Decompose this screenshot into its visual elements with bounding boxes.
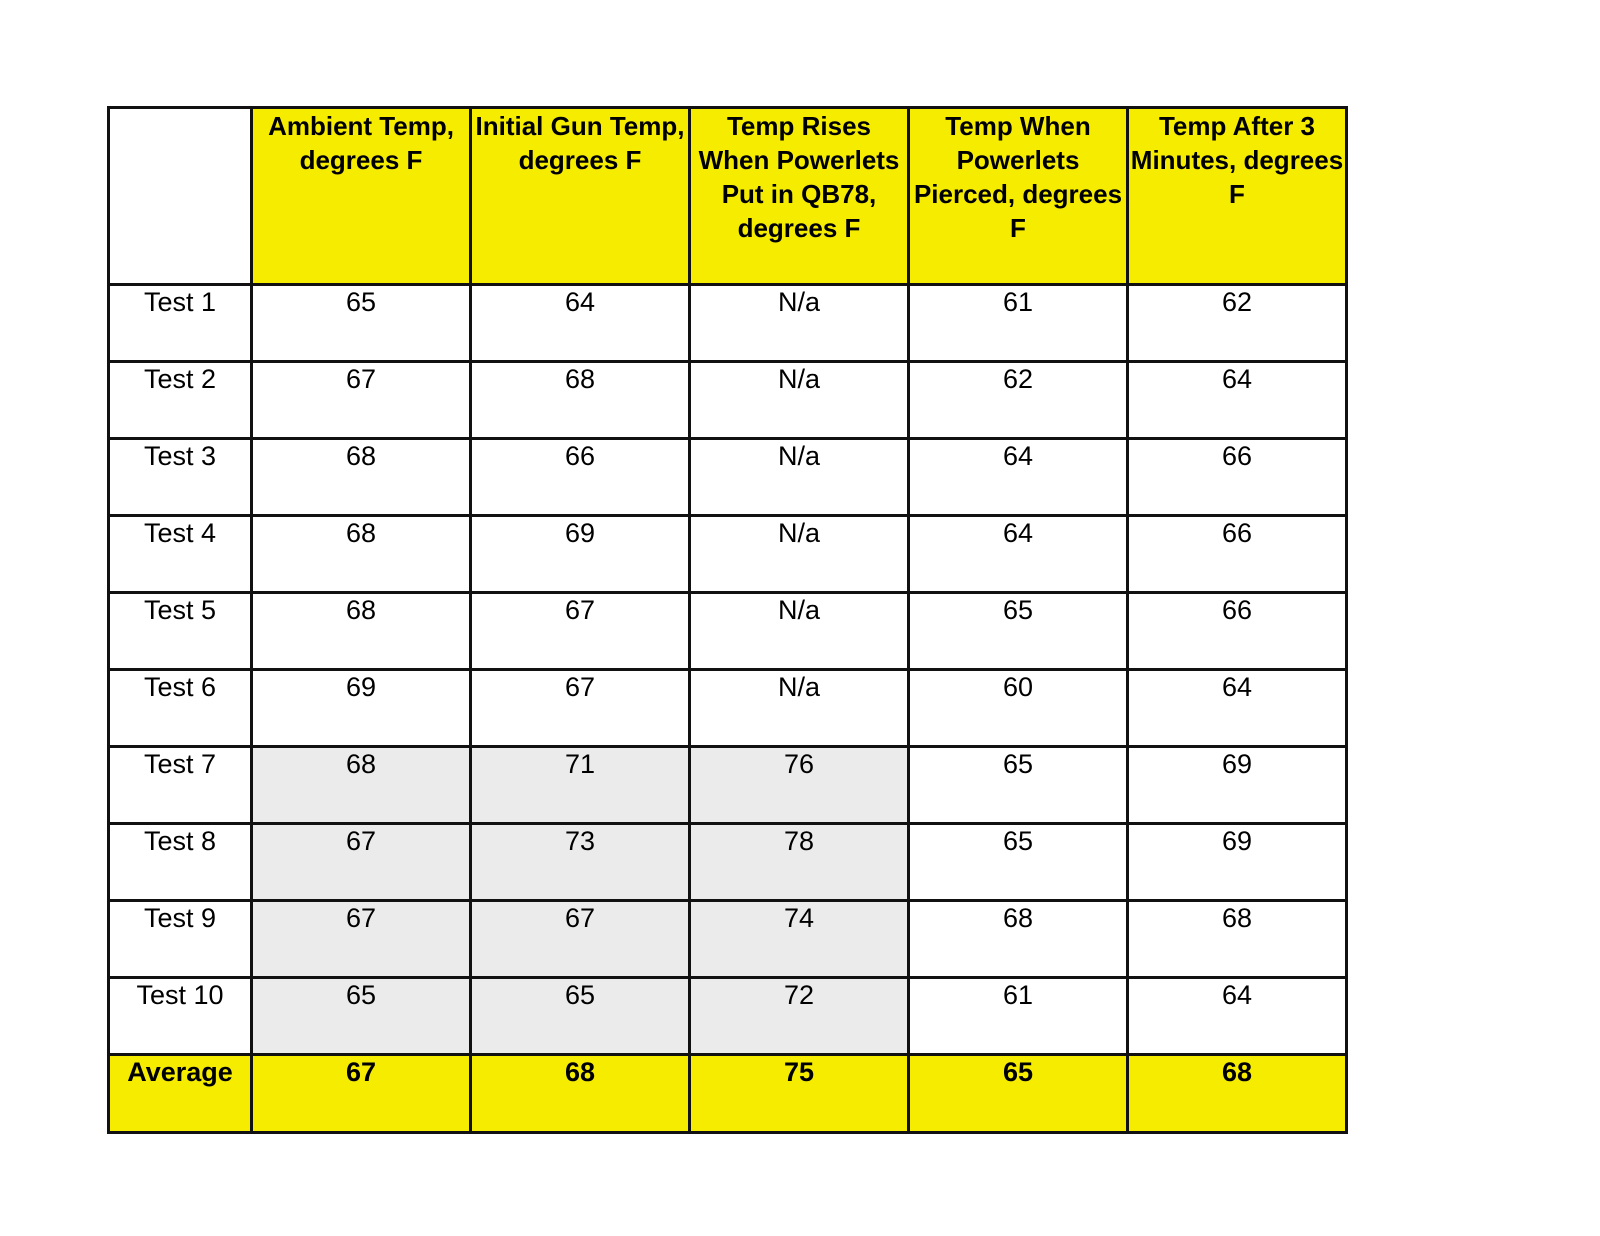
table-row [109,747,1347,824]
table-cell: 72 [690,978,909,1055]
header-temp-after-3-min: Temp After 3 Minutes, degrees F [1128,108,1347,285]
table-cell: 67 [252,824,471,901]
table-cell: 73 [471,824,690,901]
table-cell: 68 [471,362,690,439]
table-row [109,670,1347,747]
table-cell: 69 [252,670,471,747]
average-cell: 68 [1128,1055,1347,1133]
table-cell: 66 [1128,439,1347,516]
table-row [109,901,1347,978]
table-cell: 64 [1128,362,1347,439]
table-cell: N/a [690,362,909,439]
table-cell: 68 [252,439,471,516]
table-cell: 66 [1128,593,1347,670]
table-cell: 67 [252,362,471,439]
average-cell: 68 [471,1055,690,1133]
table-cell: 61 [909,978,1128,1055]
table-cell: 67 [471,901,690,978]
table-cell: 65 [252,285,471,362]
table-cell: 67 [471,593,690,670]
table-cell: 64 [471,285,690,362]
row-label: Test 2 [109,362,252,439]
row-label: Test 8 [109,824,252,901]
table-cell: 68 [252,593,471,670]
table-cell: 78 [690,824,909,901]
table-cell: 64 [1128,670,1347,747]
row-label: Test 6 [109,670,252,747]
table-cell: 60 [909,670,1128,747]
table-cell: 64 [909,516,1128,593]
table-row [109,593,1347,670]
table-row [109,362,1347,439]
table-cell: 65 [909,824,1128,901]
table-cell: 62 [1128,285,1347,362]
header-ambient-temp: Ambient Temp, degrees F [252,108,471,285]
table-cell: N/a [690,593,909,670]
table-row [109,285,1347,362]
table-cell: 67 [471,670,690,747]
row-label: Test 1 [109,285,252,362]
table-cell: 69 [1128,747,1347,824]
table-cell: 67 [252,901,471,978]
corner-cell [109,108,252,285]
table-cell: 74 [690,901,909,978]
row-label: Test 3 [109,439,252,516]
table-cell: N/a [690,516,909,593]
table-cell: N/a [690,285,909,362]
table-cell: 65 [909,593,1128,670]
table-cell: 64 [1128,978,1347,1055]
table-cell: 65 [909,747,1128,824]
table-cell: 64 [909,439,1128,516]
table-cell: N/a [690,439,909,516]
table-cell: 68 [252,516,471,593]
row-label: Test 7 [109,747,252,824]
row-label: Test 10 [109,978,252,1055]
table-cell: 69 [1128,824,1347,901]
header-temp-pierced: Temp When Powerlets Pierced, degrees F [909,108,1128,285]
table-row [109,824,1347,901]
table-cell: 68 [1128,901,1347,978]
row-label: Test 5 [109,593,252,670]
average-cell: 67 [252,1055,471,1133]
table-cell: 65 [471,978,690,1055]
header-row [109,108,1347,285]
row-label: Test 4 [109,516,252,593]
table-row [109,978,1347,1055]
temperature-results-table [107,106,1348,1134]
table-cell: 68 [252,747,471,824]
table-cell: 66 [471,439,690,516]
table-cell: 76 [690,747,909,824]
average-cell: 65 [909,1055,1128,1133]
table-cell: 65 [252,978,471,1055]
table-cell: 62 [909,362,1128,439]
table-cell: 68 [909,901,1128,978]
table-cell: N/a [690,670,909,747]
table-cell: 71 [471,747,690,824]
average-label: Average [109,1055,252,1133]
table-cell: 66 [1128,516,1347,593]
table-cell: 61 [909,285,1128,362]
table-row [109,439,1347,516]
average-row [109,1055,1347,1133]
table-cell: 69 [471,516,690,593]
header-temp-rises: Temp Rises When Powerlets Put in QB78, degrees F [690,108,909,285]
average-cell: 75 [690,1055,909,1133]
row-label: Test 9 [109,901,252,978]
header-initial-gun-temp: Initial Gun Temp, degrees F [471,108,690,285]
table-row [109,516,1347,593]
